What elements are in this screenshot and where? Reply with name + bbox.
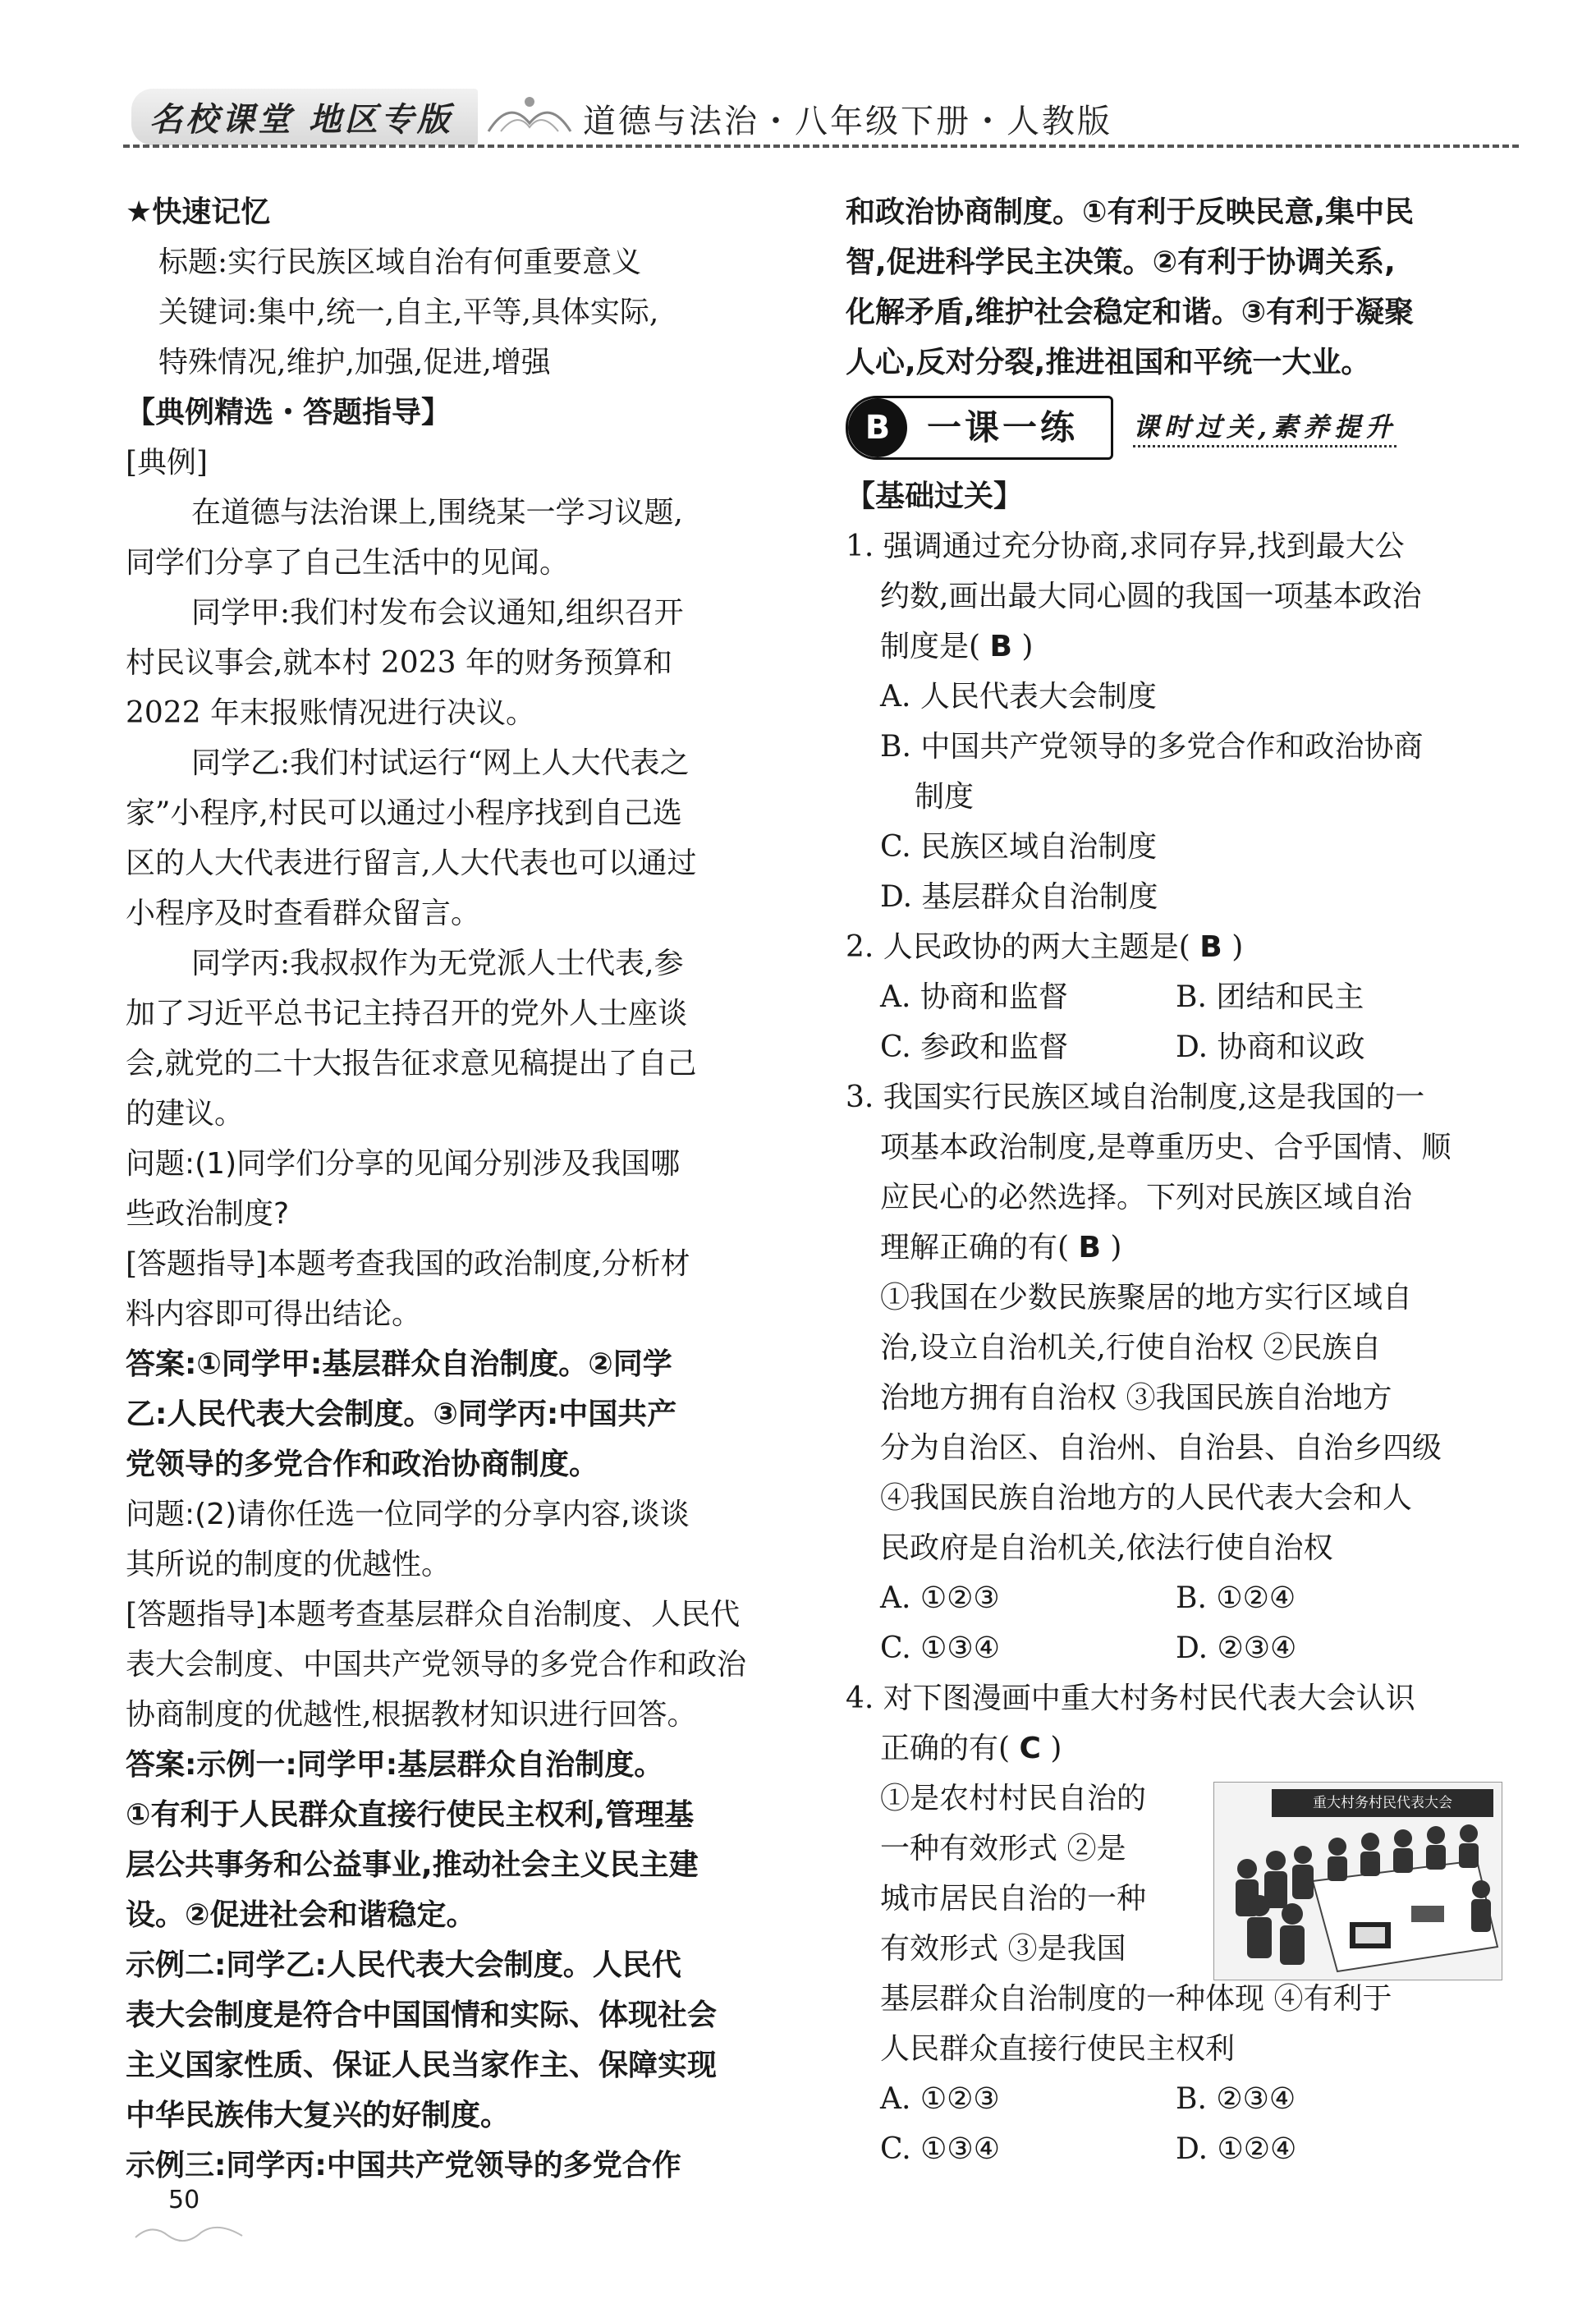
example-text: 在道德与法治课上,围绕某一学习议题, <box>191 496 683 530</box>
answer-text: 智,促进科学民主决策。②有利于协调关系, <box>846 246 1396 279</box>
options-row <box>846 1623 1502 1673</box>
header-divider <box>123 145 1519 148</box>
answer-text: 主义国家性质、保证人民当家作主、保障实现 <box>126 2049 718 2082</box>
answer-text: 乙:人民代表大会制度。③同学丙:中国共产 <box>126 1397 677 1431</box>
question-4: 正确的有( C ) <box>880 1732 1062 1765</box>
example-text: 同学甲:我们村发布会议通知,组织召开 <box>191 596 684 630</box>
right-column <box>846 187 1502 2174</box>
question-1: 约数,画出最大同心圆的我国一项基本政治 <box>880 580 1422 613</box>
option: A. ①②③ <box>880 2082 1000 2116</box>
badge-subtitle: 课时过关,素养提升 <box>1133 409 1396 447</box>
options-row <box>846 1022 1502 1072</box>
statement: 人民群众直接行使民主权利 <box>880 2032 1236 2066</box>
statement: 有效形式 ③是我国 <box>880 1932 1126 1966</box>
option: D. 基层群众自治制度 <box>880 880 1158 914</box>
option: B. ②③④ <box>1176 2082 1296 2116</box>
option: D. 协商和议政 <box>1176 1030 1365 1064</box>
answer-text: 层公共事务和公益事业,推动社会主义民主建 <box>126 1848 699 1882</box>
option: D. ②③④ <box>1176 1631 1297 1665</box>
guidance-text: 料内容即可得出结论。 <box>126 1297 422 1331</box>
answer-text: 示例二:同学乙:人民代表大会制度。人民代 <box>126 1948 681 1982</box>
answer-text: 设。②促进社会和谐稳定。 <box>126 1898 476 1932</box>
example-label: [典例] <box>126 446 209 480</box>
statement: ①我国在少数民族聚居的地方实行区域自 <box>880 1281 1413 1315</box>
option: A. 协商和监督 <box>880 980 1068 1014</box>
badge-letter: B <box>848 398 907 457</box>
example-text: 小程序及时查看群众留言。 <box>126 897 481 930</box>
example-text: 同学们分享了自己生活中的见闻。 <box>126 546 570 580</box>
question-1: 1. 强调通过充分协商,求同存异,找到最大公 <box>846 530 1405 563</box>
book-title: 道德与法治・八年级下册・人教版 <box>583 103 1112 140</box>
statement: ①是农村村民自治的 <box>880 1782 1147 1815</box>
memory-title: ★快速记忆 <box>126 195 271 229</box>
options-row <box>846 2124 1502 2174</box>
question-text: 问题:(2)请你任选一位同学的分享内容,谈谈 <box>126 1498 690 1531</box>
memory-topic: 标题:实行民族区域自治有何重要意义 <box>158 246 642 279</box>
guidance-text: 协商制度的优越性,根据教材知识进行回答。 <box>126 1698 697 1732</box>
cartoon-title: 重大村务村民代表大会 <box>1272 1789 1493 1817</box>
practice-section-header <box>846 396 1502 466</box>
statement: 基层群众自治制度的一种体现 ④有利于 <box>880 1982 1392 2016</box>
option: B. 团结和民主 <box>1176 980 1364 1014</box>
answer-text: 中华民族伟大复兴的好制度。 <box>126 2099 511 2132</box>
cartoon-image <box>1213 1782 1502 1980</box>
question-text: 其所说的制度的优越性。 <box>126 1548 452 1581</box>
answer-text: 人心,反对分裂,推进祖国和平统一大业。 <box>846 346 1371 379</box>
option: C. ①③④ <box>880 2132 1000 2166</box>
example-text: 加了习近平总书记主持召开的党外人士座谈 <box>126 997 688 1030</box>
option: C. 民族区域自治制度 <box>880 830 1158 864</box>
question-1: 制度是( B ) <box>880 630 1034 663</box>
option: A. 人民代表大会制度 <box>880 680 1157 714</box>
option: B. 中国共产党领导的多党合作和政治协商 <box>880 730 1424 764</box>
answer-text: 表大会制度是符合中国国情和实际、体现社会 <box>126 1998 718 2032</box>
swirl-ornament-icon <box>484 90 575 140</box>
option: B. ①②④ <box>1176 1581 1296 1615</box>
statement: ④我国民族自治地方的人民代表大会和人 <box>880 1481 1413 1515</box>
answer-text: ①有利于人民群众直接行使民主权利,管理基 <box>126 1798 695 1832</box>
example-text: 村民议事会,就本村 2023 年的财务预算和 <box>126 646 672 680</box>
statement: 治,设立自治机关,行使自治权 ②民族自 <box>880 1331 1382 1365</box>
example-text: 区的人大代表进行留言,人大代表也可以通过 <box>126 847 697 880</box>
answer-letter: B <box>989 630 1012 663</box>
example-text: 的建议。 <box>126 1097 245 1131</box>
question-3: 应民心的必然选择。下列对民族区域自治 <box>880 1181 1413 1214</box>
question-4: 4. 对下图漫画中重大村务村民代表大会认识 <box>846 1682 1415 1715</box>
page-header <box>123 82 1519 154</box>
question-text: 问题:(1)同学们分享的见闻分别涉及我国哪 <box>126 1147 681 1181</box>
question-3: 理解正确的有( B ) <box>880 1231 1122 1264</box>
memory-keywords: 特殊情况,维护,加强,促进,增强 <box>158 346 551 379</box>
statement: 民政府是自治机关,依法行使自治权 <box>880 1531 1333 1565</box>
answer-text: 党领导的多党合作和政治协商制度。 <box>126 1448 599 1481</box>
answer-text: 答案:示例一:同学甲:基层群众自治制度。 <box>126 1748 664 1782</box>
statement: 城市居民自治的一种 <box>880 1882 1147 1916</box>
left-column <box>126 187 782 2191</box>
guidance-text: [答题指导]本题考查我国的政治制度,分析材 <box>126 1247 690 1281</box>
page-number: 50 <box>168 2186 200 2214</box>
statement: 分为自治区、自治州、自治县、自治乡四级 <box>880 1431 1442 1465</box>
meeting-illustration-icon <box>1214 1783 1502 1980</box>
answer-text: 示例三:同学丙:中国共产党领导的多党合作 <box>126 2149 681 2182</box>
options-row <box>846 2074 1502 2124</box>
answer-text: 化解矛盾,维护社会稳定和谐。③有利于凝聚 <box>846 296 1415 329</box>
answer-letter: B <box>1199 930 1222 964</box>
options-row <box>846 1573 1502 1623</box>
question-3: 3. 我国实行民族区域自治制度,这是我国的一 <box>846 1081 1425 1114</box>
option: A. ①②③ <box>880 1581 1000 1615</box>
example-text: 会,就党的二十大报告征求意见稿提出了自己 <box>126 1047 697 1081</box>
option: 制度 <box>915 780 975 814</box>
option: D. ①②④ <box>1176 2132 1297 2166</box>
guidance-text: 表大会制度、中国共产党领导的多党合作和政治 <box>126 1648 747 1682</box>
badge-title: 一课一练 <box>927 407 1079 447</box>
statement: 治地方拥有自治权 ③我国民族自治地方 <box>880 1381 1392 1415</box>
example-text: 同学丙:我叔叔作为无党派人士代表,参 <box>191 947 684 980</box>
section-badge <box>846 396 1113 460</box>
option: C. ①③④ <box>880 1631 1000 1665</box>
basic-label: 【基础过关】 <box>846 480 1024 513</box>
example-text: 同学乙:我们村试运行“网上人大代表之 <box>191 746 690 780</box>
answer-text: 和政治协商制度。①有利于反映民意,集中民 <box>846 195 1415 229</box>
answer-letter: B <box>1078 1231 1101 1264</box>
guidance-text: [答题指导]本题考查基层群众自治制度、人民代 <box>126 1598 741 1631</box>
answer-letter: C <box>1019 1732 1041 1765</box>
question-3: 项基本政治制度,是尊重历史、合乎国情、顺 <box>880 1131 1452 1164</box>
example-text: 2022 年末报账情况进行决议。 <box>126 696 536 730</box>
statement: 一种有效形式 ②是 <box>880 1832 1126 1865</box>
example-text: 家”小程序,村民可以通过小程序找到自己选 <box>126 796 682 830</box>
question-4-body <box>846 1774 1502 1974</box>
brand-label: 名校课堂 地区专版 <box>131 89 478 145</box>
question-2: 2. 人民政协的两大主题是( B ) <box>846 930 1244 964</box>
option: C. 参政和监督 <box>880 1030 1069 1064</box>
section-label: 【典例精选・答题指导】 <box>126 396 452 429</box>
question-text: 些政治制度? <box>126 1197 290 1231</box>
answer-text: 答案:①同学甲:基层群众自治制度。②同学 <box>126 1347 672 1381</box>
memory-keywords: 关键词:集中,统一,自主,平等,具体实际, <box>158 296 659 329</box>
footer-ornament-icon <box>131 2221 246 2246</box>
options-row <box>846 972 1502 1022</box>
